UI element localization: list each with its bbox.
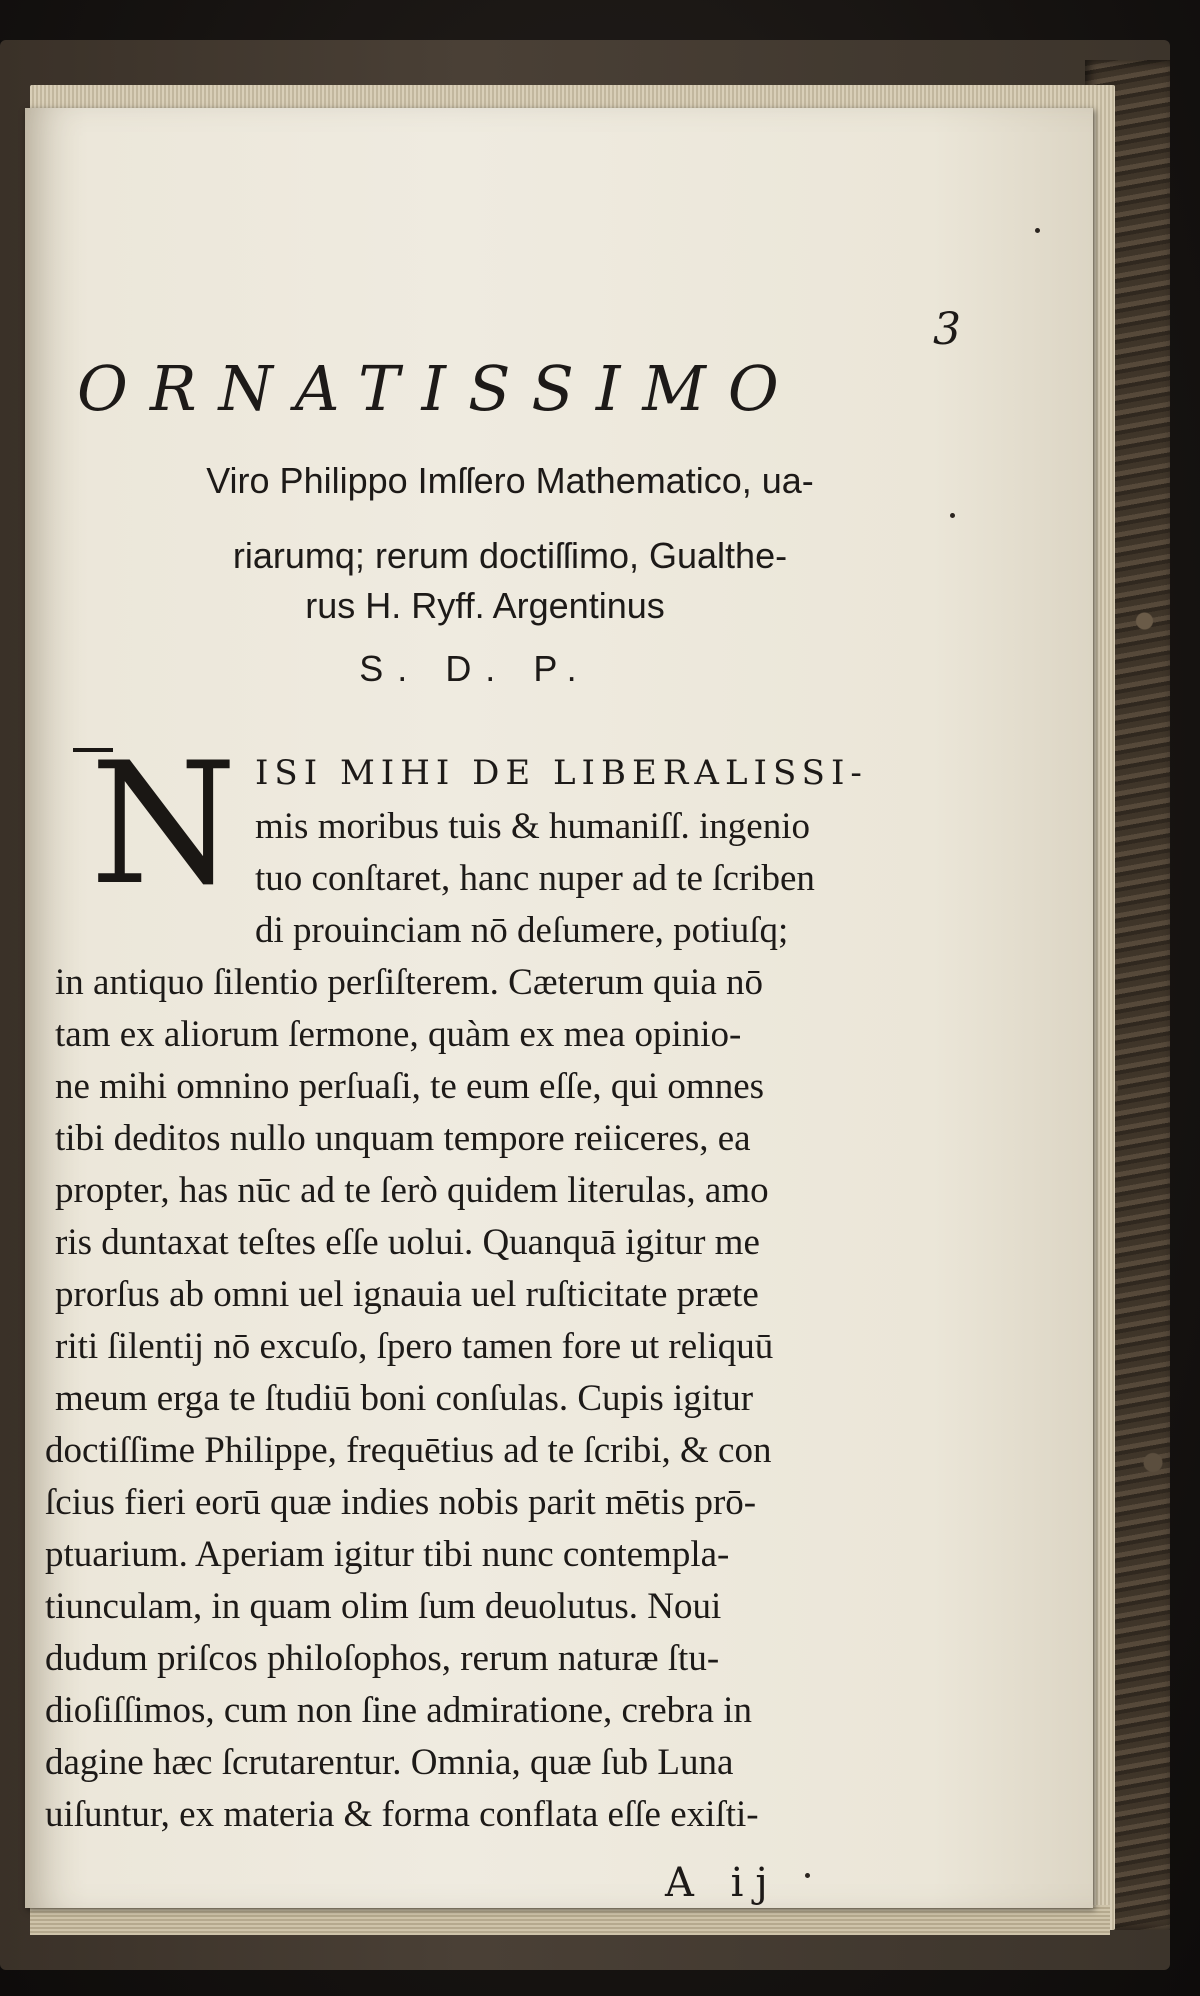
dedication-line-2: riarumq; rerum doctiſſimo, Gualthe- — [232, 535, 788, 576]
body-line-7: tibi deditos nullo unquam tempore reiiceres, ea — [55, 1118, 751, 1159]
body-line-16: tiunculam, in quam olim ſum deuolutus. Noui — [45, 1586, 722, 1627]
body-line-20: uiſuntur, ex materia & forma conflata eſſe exiſti- — [45, 1794, 759, 1835]
body-line-9: ris duntaxat teſtes eſſe uolui. Quanquā igitur me — [55, 1222, 760, 1263]
body-line-8: propter, has nūc ad te ſerò quidem literulas, amo — [55, 1170, 769, 1211]
body-line-1: mis moribus tuis & humaniſſ. ingenio — [255, 806, 810, 847]
book-page — [25, 108, 1093, 1908]
body-line-13: doctiſſime Philippe, frequētius ad te ſcribi, & con — [45, 1430, 772, 1471]
page-heading: ORNATISSIMO — [77, 352, 801, 425]
dedication-line-4: S. D. P. — [359, 648, 591, 689]
body-line-17: dudum priſcos philoſophos, rerum naturæ ſtu- — [45, 1638, 720, 1679]
body-line-12: meum erga te ſtudiū boni conſulas. Cupis igitur — [55, 1378, 754, 1419]
page-number: 3 — [933, 304, 961, 355]
body-line-18: dioſiſſimos, cum non ſine admiratione, crebra in — [45, 1690, 752, 1731]
opening-smallcaps-line: ISI MIHI DE LIBERALISSI- — [255, 753, 868, 793]
body-line-19: dagine hæc ſcrutarentur. Omnia, quæ ſub Luna — [45, 1742, 734, 1783]
dedication-line-3: rus H. Ryff. Argentinus — [305, 585, 665, 626]
body-line-2: tuo conſtaret, hanc nuper ad te ſcriben — [255, 858, 815, 899]
body-line-10: prorſus ab omni uel ignauia uel ruſticitate præte — [55, 1274, 759, 1315]
page-stack-bottom-edge — [30, 1905, 1110, 1935]
ink-speck — [1035, 228, 1040, 233]
signature-mark: A ij — [665, 1860, 780, 1906]
body-line-3: di prouinciam nō deſumere, potiuſq; — [255, 910, 789, 951]
body-line-14: ſcius fieri eorū quæ indies nobis parit mētis prō- — [45, 1482, 757, 1523]
body-line-6: ne mihi omnino perſuaſi, te eum eſſe, qui omnes — [55, 1066, 765, 1107]
body-line-5: tam ex aliorum ſermone, quàm ex mea opinio- — [55, 1014, 742, 1055]
drop-cap-initial: N — [90, 726, 237, 922]
body-line-15: ptuarium. Aperiam igitur tibi nunc contempla- — [45, 1534, 730, 1575]
body-line-11: riti ſilentij nō excuſo, ſpero tamen fore ut reliquū — [55, 1326, 774, 1367]
ink-speck — [950, 513, 955, 518]
body-line-4: in antiquo ſilentio perſiſterem. Cæterum quia nō — [55, 962, 764, 1003]
ink-speck — [805, 1873, 810, 1878]
dedication-line-1: Viro Philippo Imſſero Mathematico, ua- — [206, 460, 814, 501]
